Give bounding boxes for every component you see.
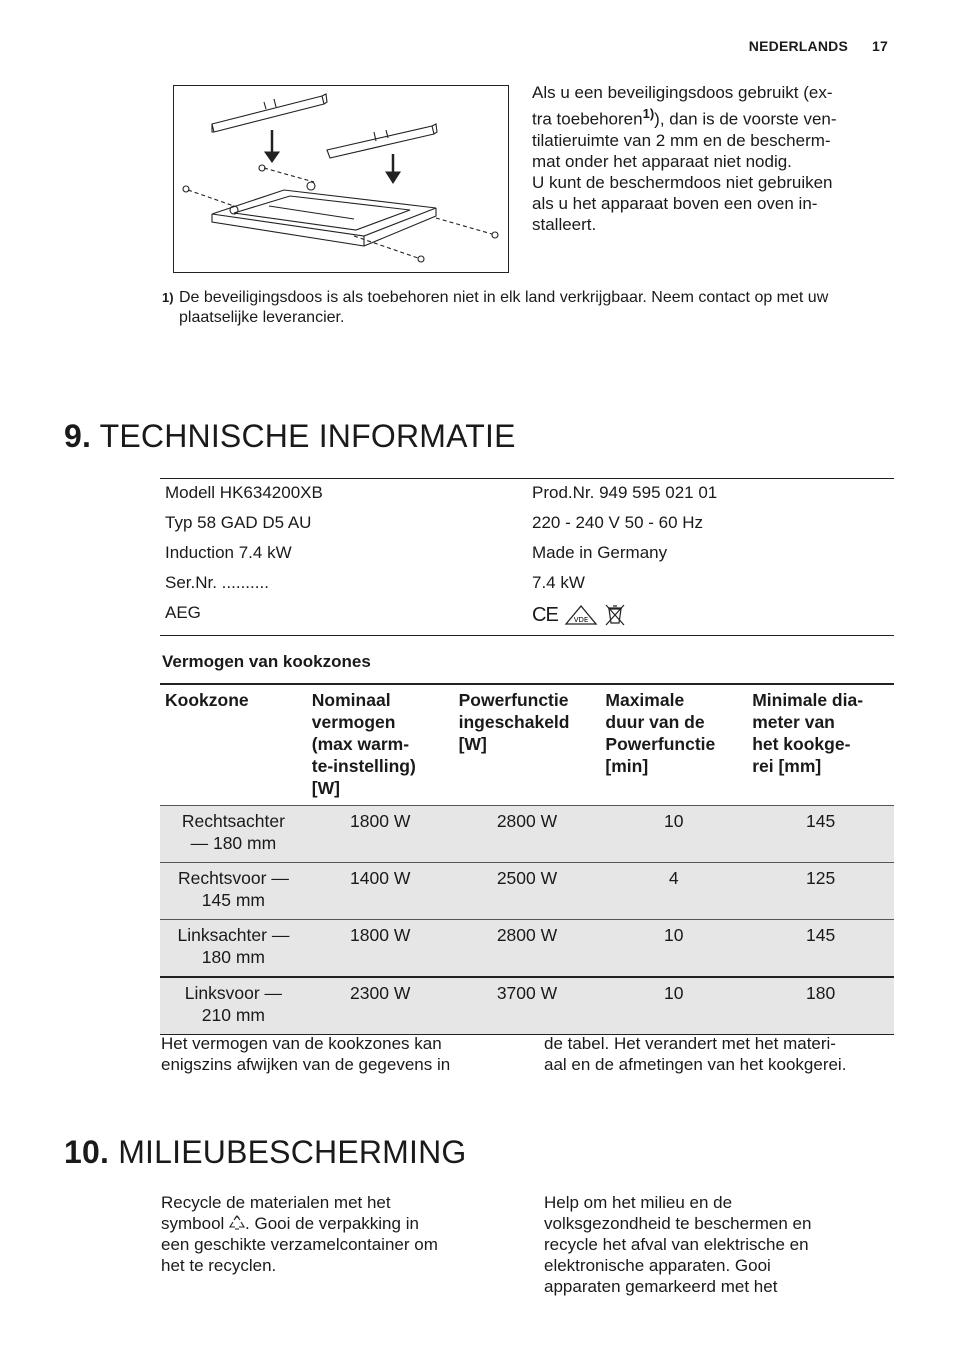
power-note-right	[544, 1033, 894, 1075]
diameter-cell: 145	[747, 806, 894, 863]
diameter-cell: 145	[747, 920, 894, 978]
spec-left: Typ 58 GAD D5 AU	[165, 513, 312, 532]
header-line: [W]	[311, 778, 340, 798]
para-line: Het vermogen van de kookzones kan	[161, 1034, 442, 1053]
spec-right: Prod.Nr. 949 595 021 01	[532, 483, 718, 502]
header-line: duur van de	[605, 712, 705, 732]
section-10-heading	[64, 1134, 467, 1171]
column-header	[160, 684, 307, 806]
header-line: Nominaal	[311, 690, 391, 710]
note-line: U kunt de beschermdoos niet gebruiken	[532, 172, 833, 192]
table-header-row	[160, 684, 894, 806]
section-number: 10.	[64, 1134, 110, 1170]
weee-paragraph	[544, 1192, 874, 1297]
note-line: tilatieruimte van 2 mm en de bescherm-	[532, 130, 831, 150]
para-line: enigszins afwijken van de gegevens in	[161, 1055, 451, 1074]
section-title: TECHNISCHE INFORMATIE	[99, 418, 516, 454]
header-line: Kookzone	[165, 690, 249, 710]
section-number: 9.	[64, 418, 92, 454]
weee-bin-icon	[604, 603, 626, 627]
diameter-cell: 125	[747, 863, 894, 920]
para-text: symbool	[161, 1214, 225, 1233]
duration-cell: 10	[600, 806, 747, 863]
column-header	[600, 684, 747, 806]
para-line: recycle het afval van elektrische en	[544, 1235, 809, 1254]
header-line: Maximale	[605, 690, 685, 710]
subheading-cooking-zone-power: Vermogen van kookzones	[162, 652, 371, 671]
zone-line: Rechtsvoor —	[177, 868, 289, 888]
table-row	[160, 977, 894, 1035]
header-line: (max warm-	[311, 734, 410, 754]
header-line: Powerfunctie	[605, 734, 716, 754]
spec-row	[160, 569, 894, 599]
zone-line: 145 mm	[201, 890, 265, 910]
note-line: stalleert.	[532, 214, 597, 234]
header-language: NEDERLANDS	[748, 38, 849, 54]
para-line: het te recyclen.	[161, 1256, 277, 1275]
cooking-zones-table	[160, 683, 894, 1035]
para-line	[161, 1213, 491, 1234]
diameter-cell: 180	[747, 977, 894, 1035]
recycle-paragraph	[161, 1192, 491, 1276]
zone-line: 180 mm	[201, 947, 265, 967]
column-header	[747, 684, 894, 806]
table-row	[160, 806, 894, 863]
column-header	[307, 684, 454, 806]
spec-left: Modell HK634200XB	[165, 483, 323, 502]
protection-box-drawing	[174, 86, 508, 272]
footnote-ref[interactable]: 1)	[642, 106, 655, 121]
header-line: rei [mm]	[752, 756, 822, 776]
header-line: [W]	[458, 734, 487, 754]
footnote-text: De beveiligingsdoos is als toebehoren niet in elk land verkrijgbaar. Neem contact op met uw plaatselijke leverancier.	[179, 289, 829, 326]
header-line: te-instelling)	[311, 756, 416, 776]
note-text: tra toebehoren	[532, 109, 643, 129]
power-cell: 3700 W	[454, 977, 601, 1035]
para-line: aal en de afmetingen van het kookgerei.	[544, 1055, 847, 1074]
zone-line: Linksachter —	[177, 925, 290, 945]
duration-cell: 10	[600, 977, 747, 1035]
para-line: apparaten gemarkeerd met het	[544, 1277, 778, 1296]
vde-mark-icon	[564, 604, 598, 626]
duration-cell: 10	[600, 920, 747, 978]
spec-left: AEG	[165, 603, 201, 622]
header-line: ingeschakeld	[458, 712, 570, 732]
power-cell: 2800 W	[454, 806, 601, 863]
zone-line: 210 mm	[201, 1005, 265, 1025]
power-cell: 2800 W	[454, 920, 601, 978]
nominal-cell: 1400 W	[307, 863, 454, 920]
zone-cell	[160, 920, 307, 978]
section-title: MILIEUBESCHERMING	[118, 1134, 467, 1170]
section-9-heading	[64, 418, 516, 455]
spec-right: 7.4 kW	[532, 573, 585, 592]
para-line: Help om het milieu en de	[544, 1193, 733, 1212]
para-text: . Gooi de verpakking in	[245, 1214, 419, 1233]
para-line: een geschikte verzamelcontainer om	[161, 1235, 438, 1254]
svg-text:VDE: VDE	[573, 616, 589, 624]
spec-left: Ser.Nr. ..........	[165, 573, 269, 592]
nominal-cell: 1800 W	[307, 806, 454, 863]
note-line: mat onder het apparaat niet nodig.	[532, 151, 792, 171]
note-line: als u het apparaat boven een oven in-	[532, 193, 818, 213]
zone-cell	[160, 806, 307, 863]
note-line: Als u een beveiligingsdoos gebruikt (ex-	[532, 83, 833, 102]
page-number: 17	[872, 38, 888, 54]
table-row	[160, 863, 894, 920]
protection-box-illustration	[173, 85, 509, 273]
para-line: volksgezondheid te beschermen en	[544, 1214, 812, 1233]
header-line: Powerfunctie	[458, 690, 569, 710]
spec-left: Induction 7.4 kW	[165, 543, 292, 562]
header-line: vermogen	[311, 712, 396, 732]
spec-row	[160, 599, 894, 635]
page-header	[749, 38, 888, 54]
spec-row	[160, 539, 894, 569]
zone-line: Rechtsachter	[181, 811, 285, 831]
header-line: meter van	[752, 712, 835, 732]
spec-row	[160, 479, 894, 509]
header-line: [min]	[605, 756, 649, 776]
note-text: ), dan is de voorste ven-	[654, 109, 837, 129]
rating-plate-table	[160, 478, 894, 636]
ce-mark-icon: CE	[532, 603, 558, 626]
para-line: Recycle de materialen met het	[161, 1193, 391, 1212]
nominal-cell: 2300 W	[307, 977, 454, 1035]
note-line	[532, 103, 892, 130]
para-line: elektronische apparaten. Gooi	[544, 1256, 771, 1275]
para-line: de tabel. Het verandert met het materi-	[544, 1034, 836, 1053]
spec-row	[160, 509, 894, 539]
zone-line: — 180 mm	[190, 833, 277, 853]
zone-cell	[160, 863, 307, 920]
power-note-left	[161, 1033, 501, 1075]
spec-right: Made in Germany	[532, 543, 668, 562]
certification-marks	[532, 603, 626, 627]
power-cell: 2500 W	[454, 863, 601, 920]
header-line: Minimale dia-	[752, 690, 864, 710]
duration-cell: 4	[600, 863, 747, 920]
column-header	[454, 684, 601, 806]
footnote-mark: 1)	[162, 290, 174, 305]
recycle-icon	[229, 1215, 245, 1231]
protection-box-note	[532, 82, 892, 235]
zone-line: Linksvoor —	[184, 983, 283, 1003]
table-row	[160, 920, 894, 978]
spec-right: 220 - 240 V 50 - 60 Hz	[532, 513, 704, 532]
zone-cell	[160, 977, 307, 1035]
footnote	[162, 288, 892, 328]
header-line: het kookge-	[752, 734, 851, 754]
nominal-cell: 1800 W	[307, 920, 454, 978]
